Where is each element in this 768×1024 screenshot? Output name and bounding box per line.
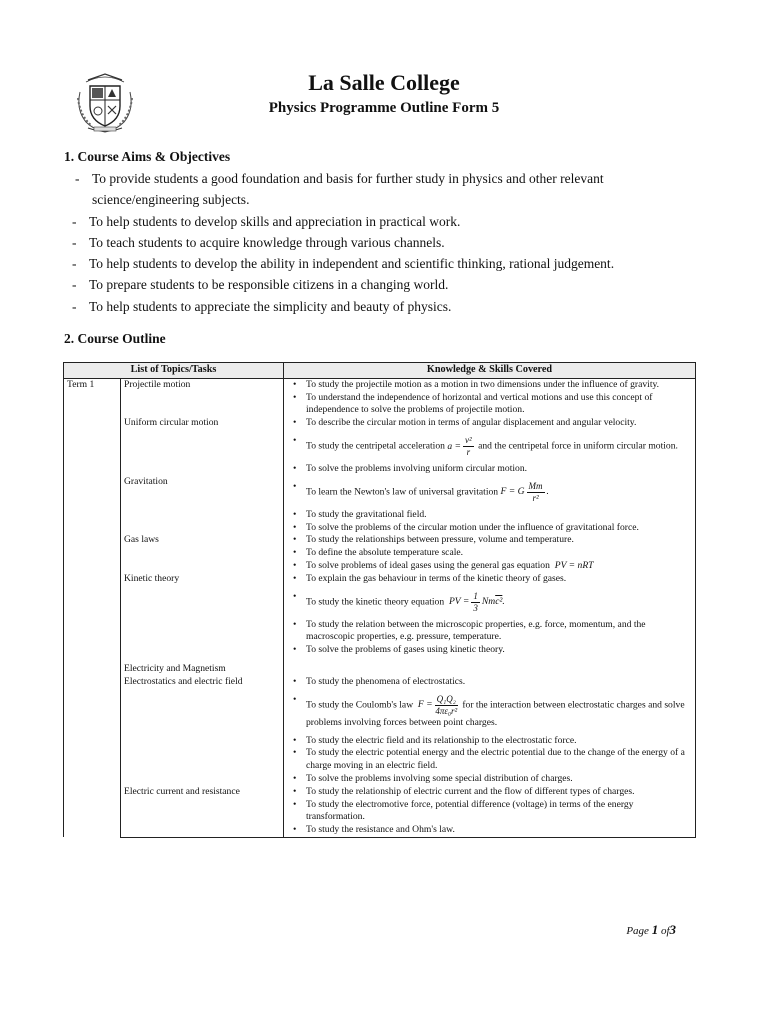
knowledge-kinetic-theory: • To explain the gas behaviour in terms of the kinetic theory of gases. • To study the kinetic theory equation PV = $\frac{1}{3}$ Nmc². • To study the relation between the microscopic properties, e.g. force, momentum, and the macroscopic properties, e.g. pressure, temperature. • To solve the problems of gases using kinetic theory.: [284, 573, 696, 657]
aim-item: - To help students to appreciate the simplicity and beauty of physics.: [72, 298, 452, 314]
gas-equation: PV = nRT: [554, 559, 594, 571]
course-outline-table: [63, 362, 696, 838]
aim-item: - To help students to develop the ability in independent and scientific thinking, rational judgement.: [72, 256, 615, 272]
knowledge-gravitation: • To learn the Newton's law of universal gravitation F = G $\frac{Mm}{\text{r²}}$ . • To study the gravitational field. • To solve the problems of the circular motion under the influence of gravitational force.: [284, 476, 696, 535]
knowledge-electrostatics: • To study the phenomena of electrostatics. • To study the Coulomb's law F = $\frac{\text{Q₁Q₂}}{\text{4πε₀r²}}$ for the interaction between electrostatic charges and solve problems involving forces between point charges. • To study the electric field and its relationship to the electrostatic force. • To study the electric potential energy and the electric potential due to the change of the energy of a charge moving in an electric field. • To solve the problems involving some special distribution of charges.: [284, 657, 696, 786]
knowledge-current: • To study the relationship of electric current and the flow of different types of charges. • To study the electromotive force, potential difference (voltage) in terms of the energy transformation. • To study the resistance and Ohm's law.: [284, 786, 696, 838]
document-title: La Salle College: [308, 70, 460, 95]
column-header-topics: List of Topics/Tasks: [64, 363, 284, 379]
of-word: of: [660, 925, 670, 937]
aims-list: [72, 168, 692, 317]
topic-circular: Uniform circular motion: [121, 417, 284, 476]
aim-item: - To help students to develop skills and appreciation in practical work.: [72, 213, 461, 229]
term-label: Term 1: [64, 378, 121, 837]
centripetal-equation: a = $\frac{\text{v²}}{r}$: [447, 434, 472, 457]
knowledge-projectile: • To study the projectile motion as a motion in two dimensions under the influence of gravity. • To understand the independence of horizontal and vertical motions and use this concept of independence to solve the problems of projectile motion.: [284, 378, 696, 417]
column-header-knowledge: Knowledge & Skills Covered: [284, 363, 696, 379]
aim-item: - To provide students a good foundation and basis for further study in physics and other relevant science/engineering subjects.: [75, 171, 604, 208]
topic-electrostatics: Electrostatics and electric field: [124, 675, 243, 687]
section-heading-outline: 2. Course Outline: [64, 331, 166, 346]
knowledge-circular: • To describe the circular motion in terms of angular displacement and angular velocity. • To study the centripetal acceleration a = $\frac{\text{v²}}{r}$ and the centripetal force in uniform circular motion. • To solve the problems involving uniform circular motion.: [284, 417, 696, 476]
section-heading-aims: 1. Course Aims & Objectives: [64, 149, 231, 164]
topic-em: Electricity and Magnetism: [124, 662, 226, 674]
knowledge-gas-laws: • To study the relationships between pressure, volume and temperature. • To define the absolute temperature scale. • To solve problems of ideal gases using the general gas equation PV = nRT: [284, 534, 696, 572]
aim-item: - To teach students to acquire knowledge through various channels.: [72, 234, 445, 250]
aim-item: - To prepare students to be responsible citizens in a changing world.: [72, 277, 449, 293]
topic-electricity: [121, 657, 284, 786]
topic-projectile: Projectile motion: [121, 378, 284, 417]
coulomb-equation: F = $\frac{\text{Q₁Q₂}}{\text{4πε₀r²}}$: [417, 693, 458, 716]
page-footer: [626, 922, 676, 938]
gravitation-equation: F = G $\frac{Mm}{\text{r²}}$ .: [500, 480, 549, 503]
topic-gravitation: Gravitation: [121, 476, 284, 535]
page-word: Page: [626, 925, 649, 937]
topic-current: Electric current and resistance: [121, 786, 284, 838]
kinetic-equation: PV = $\frac{1}{3}$ Nmc².: [448, 590, 505, 613]
topic-kinetic-theory: Kinetic theory: [121, 573, 284, 657]
page-number: 1: [651, 922, 659, 937]
document-subtitle: Physics Programme Outline Form 5: [268, 100, 500, 116]
topic-gas-laws: Gas laws: [121, 534, 284, 572]
page-total: 3: [669, 922, 676, 937]
